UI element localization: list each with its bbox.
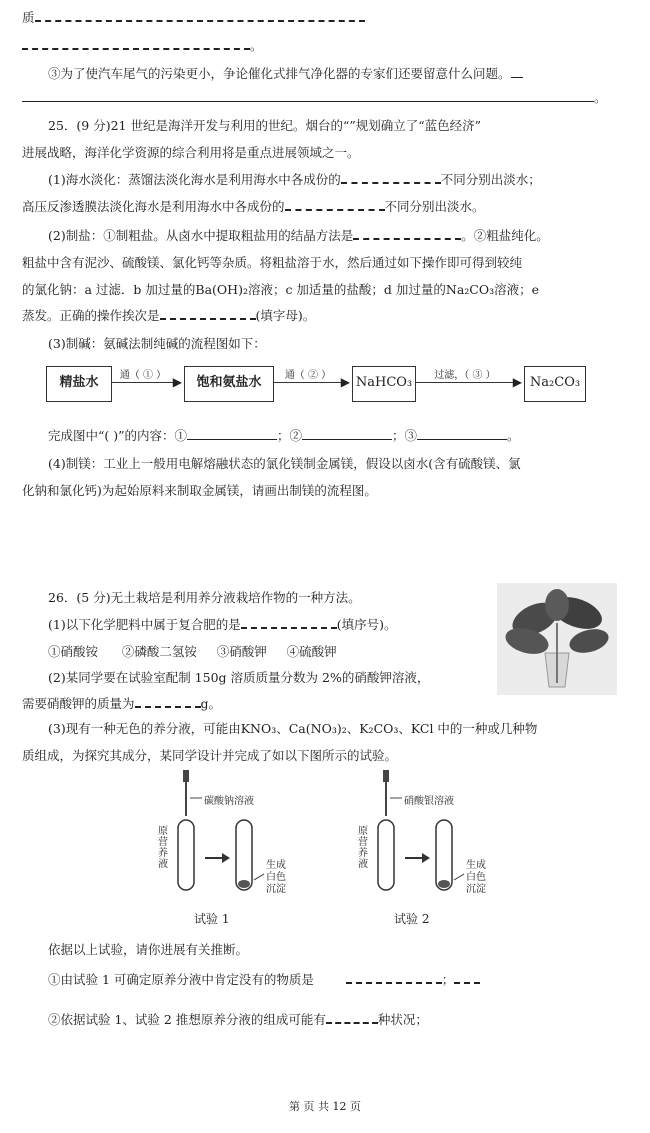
exp1-side: 原营养液 (158, 826, 168, 870)
flow-arrow-3: 过滤，（ ③ ） ▶ (416, 366, 522, 396)
exp1-result: 生成白色沉淀 (266, 860, 286, 895)
exp1-label: 试验 1 (194, 912, 230, 926)
page-footer: 第 页 共 12 页 (289, 1100, 361, 1113)
line-top-3: ③为了使汽车尾气的污染更小，争论催化式排气净化器的专家们还要留意什么问题。 (48, 66, 620, 82)
flow-box-ammonia-brine: 饱和氨盐水 (184, 366, 274, 402)
q26-infer-2: ②依据试验 1、试验 2 推想原养分液的组成可能有 种状况； (48, 1012, 428, 1027)
q25-header: 25．(9 分)21 世纪是海洋开发与利用的世纪。烟台的“”规划确立了“蓝色经济” (48, 118, 482, 133)
exp2-label: 试验 2 (394, 912, 430, 926)
q25-part3: (3)制碱：氨碱法制纯碱的流程图如下： (48, 336, 266, 351)
q25-part2-4: 蒸发。正确的操作挨次是 (填字母)。 (22, 308, 316, 323)
exp2-result: 生成白色沉淀 (466, 860, 486, 895)
q26-infer-1: ①由试验 1 可确定原养分液中肯定没有的物质是 ； (48, 972, 620, 988)
experiment-1 (150, 768, 320, 928)
q25-part1-2: 高压反渗透膜法淡化海水是利用海水中各成份的 不同分别出淡水。 (22, 199, 485, 214)
q26-infer: 依据以上试验，请你进展有关推断。 (48, 942, 249, 957)
line-top-2: 。 (22, 38, 620, 54)
exp1-reagent: 碳酸钠溶液 (204, 796, 254, 807)
exp2-reagent: 硝酸银溶液 (404, 796, 454, 807)
flow-box-nahco3: NaHCO₃ (352, 366, 416, 402)
q26-part2-2: 需要硝酸钾的质量为 g。 (22, 696, 222, 711)
flow-arrow-1: 通（ ① ） ▶ (112, 366, 182, 396)
experiment-2 (350, 768, 520, 928)
q25-part2: (2)制盐：①制粗盐。从卤水中提取粗盐用的结晶方法是 。②粗盐纯化。 (48, 228, 549, 243)
q25-part2-3: 的氯化钠：a 过滤．b 加过量的Ba(OH)₂溶液；c 加适量的盐酸；d 加过量的Na₂CO₃溶液；e (22, 282, 540, 297)
q25-part4-2: 化钠和氯化钙)为起始原料来制取金属镁，请画出制镁的流程图。 (22, 483, 377, 498)
flow-box-na2co3: Na₂CO₃ (524, 366, 586, 402)
q25-part2-2: 粗盐中含有泥沙、硫酸镁、氯化钙等杂质。将粗盐溶于水，然后通过如下操作即可得到较纯 (22, 255, 523, 270)
flow-box-brine: 精盐水 (46, 366, 112, 402)
q26-part1: (1)以下化学肥料中属于复合肥的是 (填序号)。 (48, 617, 397, 632)
answer-line: 。 (22, 90, 620, 106)
q26-part3-2: 质组成，为探究其成分，某同学设计并完成了如以下图所示的试验。 (22, 748, 398, 763)
q26-options: ①硝酸铵 ②磷酸二氢铵 ③硝酸钾 ④硫酸钾 (48, 644, 337, 659)
line-top-1: 质 (22, 10, 620, 26)
q26-header: 26．(5 分)无土栽培是利用养分液栽培作物的一种方法。 (48, 590, 361, 605)
q25-part3-blanks: 完成图中“( )”的内容：① ；② ；③ 。 (48, 428, 520, 443)
q25-part1: (1)海水淡化：蒸馏法淡化海水是利用海水中各成份的 不同分别出淡水； (48, 172, 541, 187)
plant-photo (497, 583, 617, 695)
flow-arrow-2: 通（ ② ） ▶ (274, 366, 350, 396)
q25-part4: (4)制镁：工业上一般用电解熔融状态的氯化镁制金属镁，假设以卤水(含有硫酸镁、氯 (48, 456, 521, 471)
q26-part3: (3)现有一种无色的养分液，可能由KNO₃、Ca(NO₃)₂、K₂CO₃、KCl 中的一种或几种物 (48, 721, 538, 736)
exp2-side: 原营养液 (358, 826, 368, 870)
q26-part2: (2)某同学要在试验室配制 150g 溶质质量分数为 2%的硝酸钾溶液， (48, 670, 430, 685)
q25-header-2: 进展战略，海洋化学资源的综合利用将是重点进展领域之一。 (22, 145, 360, 160)
